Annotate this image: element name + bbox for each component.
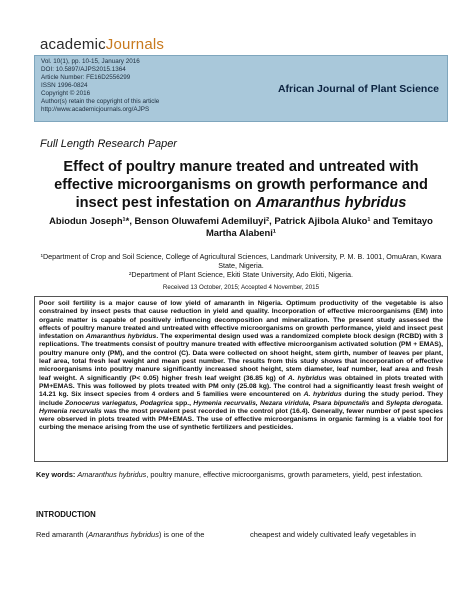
- paper-type: Full Length Research Paper: [40, 138, 177, 150]
- publisher-logo-part2: Journals: [105, 36, 165, 53]
- meta-copyright: Copyright © 2016: [41, 90, 91, 97]
- keywords-label: Key words:: [36, 470, 76, 479]
- abstract-italic: A. hybridus: [287, 374, 327, 382]
- article-meta: [41, 58, 159, 114]
- title-species: Amaranthus hybridus: [255, 195, 407, 211]
- title-main: Effect of poultry manure treated and untreated with effective microorganisms on growth performance and insect pest infestation on: [54, 159, 428, 211]
- meta-article-number: Article Number: FE16D2556299: [41, 74, 131, 81]
- paper-title: [36, 158, 446, 212]
- section-heading-introduction: INTRODUCTION: [36, 510, 96, 519]
- keywords: [36, 470, 440, 479]
- abstract-italic: Amaranthus hybridus: [85, 333, 157, 341]
- keywords-list: , poultry manure, effective microorganisms, growth parameters, yield, pest infestation.: [146, 470, 423, 479]
- abstract-text: was obtained in plots treated with PM+EMAS. This was followed by plots treated with PM only (25.08 kg). The control had a significantly least fresh weight of 14.21 kg. Six insect species from 4 orders and 5 families were encountered on: [39, 374, 444, 399]
- affiliation-1: ¹Department of Crop and Soil Science, College of Agricultural Sciences, Landmark University, P. M. B. 1001, OmuAran, Kwara State, Nigeria.: [40, 252, 442, 270]
- meta-doi: DOI: 10.5897/AJPS2015.1364: [41, 66, 126, 73]
- authors: Abiodun Joseph¹*, Benson Oluwafemi Ademiluyi², Patrick Ajibola Aluko¹ and Temitayo Martha Alabeni¹: [49, 215, 433, 238]
- intro-left-column: [36, 530, 238, 539]
- publisher-logo-part1: academic: [40, 36, 106, 53]
- abstract-italic: Zonocerus variegatus, Podagrica: [65, 399, 173, 407]
- abstract-italic: A. hybridus: [303, 391, 342, 399]
- journal-name: African Journal of Plant Science: [277, 83, 439, 95]
- intro-species: Amaranthus hybridus: [88, 530, 159, 539]
- abstract-italic: Sylepta derogata. Hymenia recurvalis: [39, 399, 443, 415]
- abstract-text: during the study period. They include: [39, 391, 443, 407]
- affiliations: [36, 252, 446, 279]
- publisher-logo: [40, 36, 164, 53]
- abstract-text: spp.,: [172, 399, 194, 407]
- meta-issn: ISSN 1996-0824: [41, 82, 88, 89]
- meta-volume: Vol. 10(1), pp. 10-15, January 2016: [41, 58, 140, 65]
- abstract-text: was the most prevalent pest recorded in the control plot (16.4). Generally, fewer number of pest species were observed in plots treated with PM+EMAS. The use of effective microorganisms in organic farming is a viable tool for curbing the menace arising from the use of synthetic fertilizers and pesticides.: [39, 407, 443, 432]
- journal-header-box: [34, 55, 448, 122]
- meta-url[interactable]: http://www.academicjournals.org/AJPS: [41, 106, 150, 113]
- intro-text: Red amaranth (: [36, 530, 89, 539]
- abstract-box: [34, 296, 448, 462]
- abstract-italic: Hymenia recurvalis, Nezara viridula, Psara bipunctalis: [193, 399, 370, 407]
- intro-right-column: cheapest and widely cultivated leafy vegetables in: [250, 530, 416, 539]
- abstract-text: . The experimental design used was a randomized complete block design (RCBD) with 3 replications. The treatments consist of poultry manure treated with effective microorganism activated solution (PM + EMAS), poultry manure only (PM), and the control (C). Data were collected on shoot height, stem girth, number of leaves per plant, leaf area, total fresh leaf weight and mean pest number. The results from this study shows that incorporation of effective microorganisms into poultry manure significantly increased shoot height, stem diameter, leaf number, leaf area and fresh leaf weight. A significantly (P< 0.05) higher fresh leaf weight (36.85 kg) of: [39, 333, 443, 382]
- abstract-text: Poor soil fertility is a major cause of low yield of amaranth in Nigeria. Optimum productivity of the vegetable is also constrained by insect pests that cause reduction in yield and quality. Incorporation of effective microorganisms (EM) into organic matter is capable of positively influencing decomposition and mineralization. The present study assessed the effects of poultry manure treated and untreated with effective microorganisms on growth performance, yield and insect pest infestation on: [39, 300, 443, 341]
- intro-text: ) is one of the: [158, 530, 205, 539]
- meta-retain: Author(s) retain the copyright of this article: [41, 98, 160, 105]
- keywords-species: Amaranthus hybridus: [77, 470, 147, 479]
- affiliation-2: ²Department of Plant Science, Ekiti State University, Ado Ekiti, Nigeria.: [129, 270, 353, 279]
- received-dates: Received 13 October, 2015; Accepted 4 November, 2015: [162, 284, 320, 291]
- abstract-text: and: [369, 399, 386, 407]
